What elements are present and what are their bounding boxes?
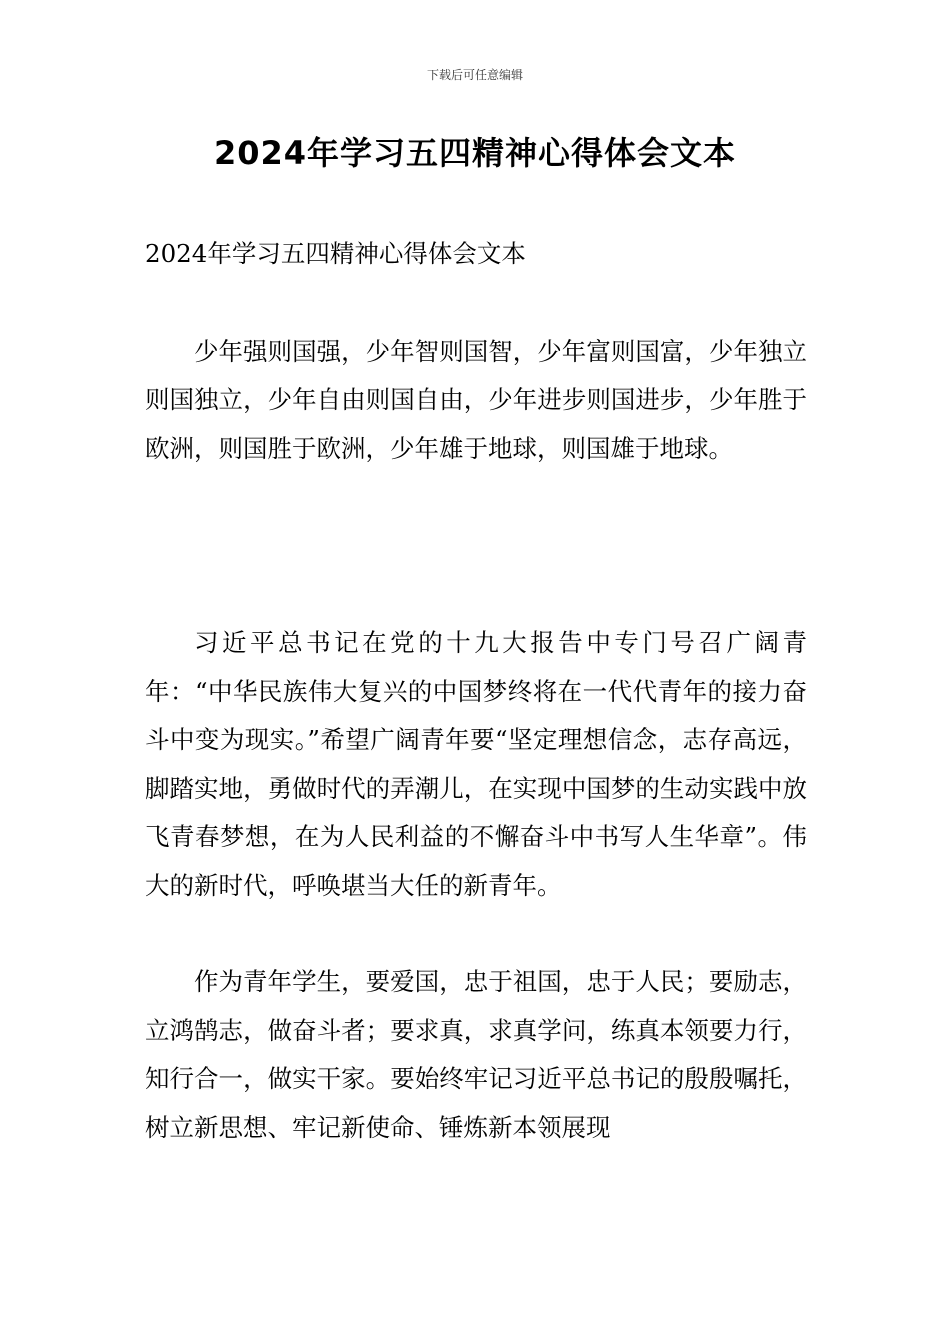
document-title: 2024年学习五四精神心得体会文本 bbox=[213, 134, 737, 172]
paragraph-students: 作为青年学生，要爱国，忠于祖国，忠于人民；要励志，立鸿鹄志，做奋斗者；要求真，求真学问，练真本领要力行，知行合一，做实干家。要始终牢记习近平总书记的殷殷嘱托，树立新思想、牢记新使命、锤炼新本领展现 bbox=[145, 967, 807, 1142]
header-note: 下载后可任意编辑 bbox=[426, 68, 523, 82]
document-subtitle: 2024年学习五四精神心得体会文本 bbox=[145, 239, 526, 268]
document-body bbox=[145, 230, 807, 1152]
paragraph-youth: 少年强则国强，少年智则国智，少年富则国富，少年独立则国独立，少年自由则国自由，少年进步则国进步，少年胜于欧洲，则国胜于欧洲，少年雄于地球，则国雄于地球。 bbox=[145, 336, 807, 463]
paragraph-report: 习近平总书记在党的十九大报告中专门号召广阔青年：“中华民族伟大复兴的中国梦终将在一代代青年的接力奋斗中变为现实。”希望广阔青年要“坚定理想信念，志存高远，脚踏实地，勇做时代的弄潮儿，在实现中国梦的生动实践中放飞青春梦想，在为人民利益的不懈奋斗中书写人生华章”。伟大的新时代，呼唤堪当大任的新青年。 bbox=[145, 628, 807, 900]
